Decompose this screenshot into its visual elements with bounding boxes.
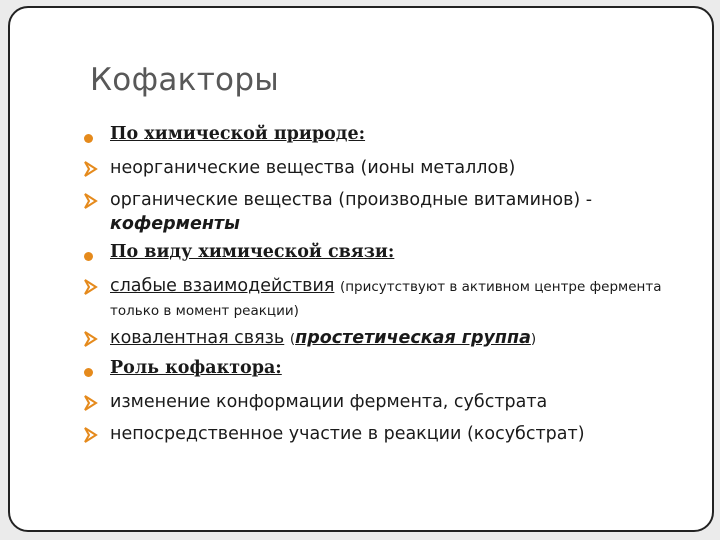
paren-close: ) <box>530 331 537 347</box>
arrow-bullet-icon <box>84 193 98 209</box>
arrow-bullet-icon <box>84 279 98 295</box>
list-item <box>84 390 684 422</box>
list-item-underlined: слабые взаимодействия <box>110 276 335 296</box>
list-item-text: изменение конформации фермента, субстрата <box>110 392 548 412</box>
list-item <box>84 242 684 274</box>
list-item-underlined: ковалентная связь <box>110 328 285 348</box>
bullet-dot-icon <box>84 134 93 143</box>
section-heading-chemical-nature: По химической природе: <box>110 124 366 144</box>
list-item <box>84 156 684 188</box>
slide <box>8 6 714 532</box>
list-item <box>84 358 684 390</box>
arrow-bullet-icon <box>84 395 98 411</box>
arrow-bullet-icon <box>84 331 98 347</box>
section-heading-cofactor-role: Роль кофактора: <box>110 358 282 378</box>
list-item <box>84 326 684 358</box>
arrow-bullet-icon <box>84 161 98 177</box>
list-item-emphasis: простетическая группа <box>295 328 531 348</box>
list-item-text: органические вещества (производные витаминов) - <box>110 190 593 210</box>
paren-open: ( <box>289 331 296 347</box>
list-item-text: непосредственное участие в реакции (косубстрат) <box>110 424 585 444</box>
list-item <box>84 188 684 240</box>
list-item <box>84 274 684 322</box>
slide-title: Кофакторы <box>90 62 280 98</box>
list-item-text: неорганические вещества (ионы металлов) <box>110 158 516 178</box>
list-item <box>84 422 684 454</box>
bullet-list <box>84 124 684 454</box>
arrow-bullet-icon <box>84 427 98 443</box>
list-item-note: (присутствуют в активном центре фермента только в момент реакции) <box>110 279 662 319</box>
section-heading-bond-type: По виду химической связи: <box>110 242 395 262</box>
bullet-dot-icon <box>84 368 93 377</box>
list-item <box>84 124 684 156</box>
bullet-dot-icon <box>84 252 93 261</box>
list-item-emphasis: коферменты <box>110 214 240 234</box>
